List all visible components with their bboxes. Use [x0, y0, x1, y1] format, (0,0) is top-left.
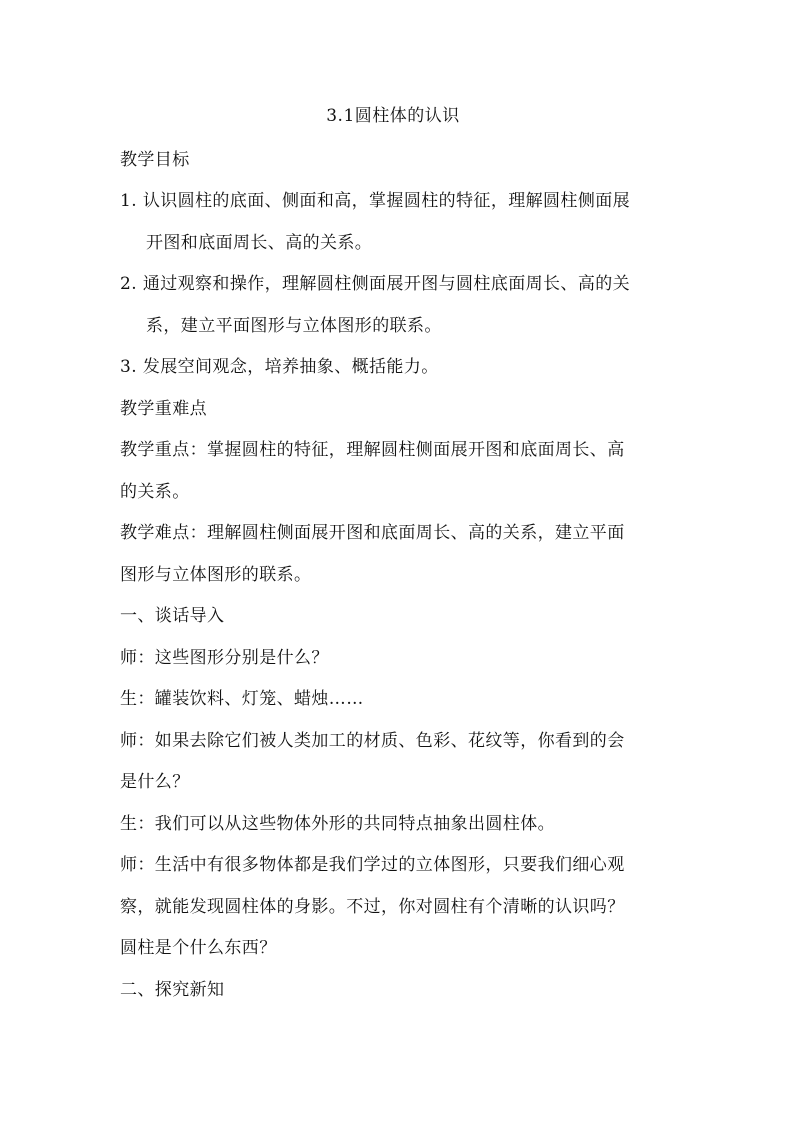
key-point: 教学重点：掌握圆柱的特征，理解圆柱侧面展开图和底面周长、高 [120, 440, 625, 460]
section-heading-objectives: 教学目标 [120, 150, 190, 170]
dialogue-line-cont: 察，就能发现圆柱体的身影。不过，你对圆柱有个清晰的认识吗？ [120, 897, 625, 917]
section-heading-intro: 一、谈话导入 [120, 606, 225, 626]
dialogue-line: 师：这些图形分别是什么？ [120, 648, 329, 668]
section-heading-explore: 二、探究新知 [120, 980, 225, 1000]
section-heading-key-points: 教学重难点 [120, 399, 207, 419]
dialogue-line: 生：我们可以从这些物体外形的共同特点抽象出圆柱体。 [120, 814, 555, 834]
objective-1: 1. 认识圆柱的底面、侧面和高，掌握圆柱的特征，理解圆柱侧面展 [120, 191, 631, 211]
dialogue-line: 生：罐装饮料、灯笼、蜡烛…… [120, 689, 364, 709]
difficult-point: 教学难点：理解圆柱侧面展开图和底面周长、高的关系，建立平面 [120, 523, 625, 543]
key-point-cont: 的关系。 [120, 482, 190, 502]
objective-2: 2. 通过观察和操作，理解圆柱侧面展开图与圆柱底面周长、高的关 [120, 274, 631, 294]
objective-3: 3. 发展空间观念，培养抽象、概括能力。 [120, 357, 439, 377]
dialogue-line-cont: 圆柱是个什么东西？ [120, 938, 277, 958]
dialogue-line: 师：生活中有很多物体都是我们学过的立体图形，只要我们细心观 [120, 855, 625, 875]
objective-2-cont: 系，建立平面图形与立体图形的联系。 [146, 316, 442, 336]
dialogue-line: 师：如果去除它们被人类加工的材质、色彩、花纹等，你看到的会 [120, 731, 625, 751]
difficult-point-cont: 图形与立体图形的联系。 [120, 565, 312, 585]
objective-1-cont: 开图和底面周长、高的关系。 [146, 233, 373, 253]
dialogue-line-cont: 是什么？ [120, 772, 190, 792]
document-title: 3.1圆柱体的认识 [326, 106, 460, 126]
